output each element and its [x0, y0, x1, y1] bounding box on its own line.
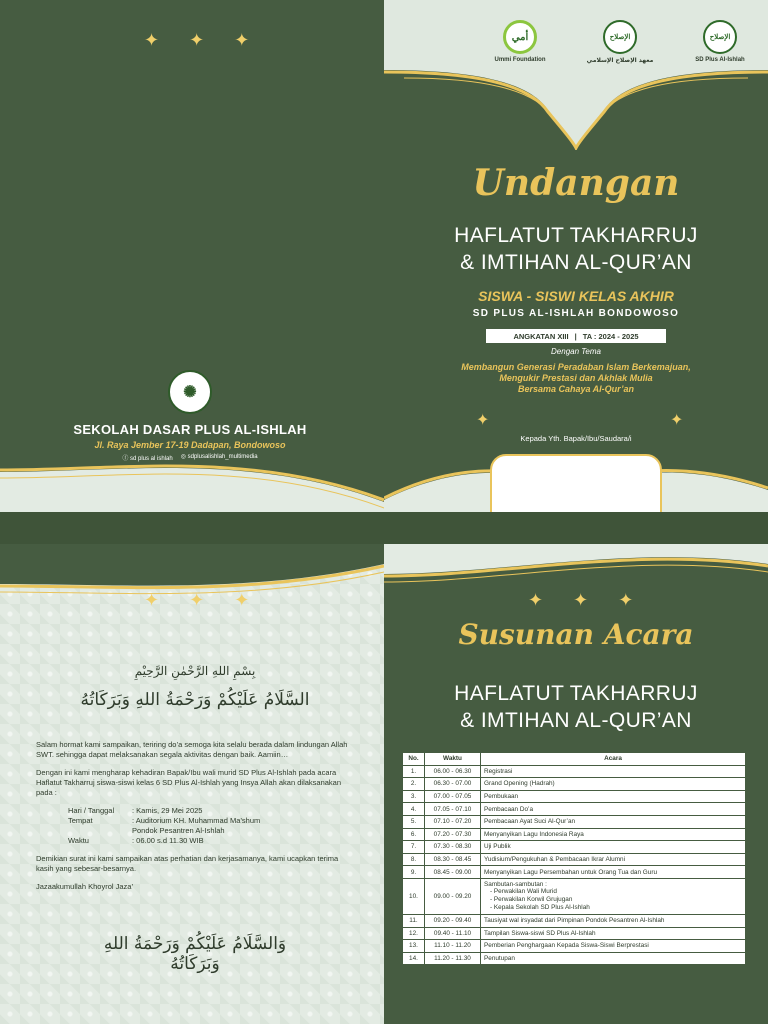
- star-decoration-right: ✦: [670, 412, 684, 429]
- event-subtitle: SISWA - SISWI KELAS AKHIR: [478, 288, 674, 304]
- row-event: Sambutan-sambutan : - Perwakilan Wali Murid - Perwakilan Korwil Grujugan - Kepala Sekolah SD Plus Al-Ishlah: [481, 878, 746, 914]
- star-decoration-left: ✦: [476, 412, 490, 429]
- row-time: 09.00 - 09.20: [425, 878, 481, 914]
- table-row: [403, 914, 746, 927]
- partner-sd-plus: الإصلاح SD Plus Al-Ishlah: [680, 20, 760, 64]
- event-details: Hari / Tanggal : Kamis, 29 Mei 2025 Tempat : Auditorium KH. Muhammad Ma’shum Pondok Pesantren Al-Ishlah Waktu : 06.00 s.d 11.30 WIB: [68, 806, 261, 845]
- row-number: 1.: [403, 765, 425, 778]
- basmalah: بِسْمِ اللهِ الرَّحْمٰنِ الرَّحِيْمِ: [134, 664, 256, 678]
- sub-item: - Kepala Sekolah SD Plus Al-Ishlah: [490, 903, 590, 911]
- row-time: 11.10 - 11.20: [425, 940, 481, 953]
- row-number: 10.: [403, 878, 425, 914]
- instagram-link[interactable]: ◎ sdplusalishlah_multimedia: [180, 454, 258, 460]
- school-name: SEKOLAH DASAR PLUS AL-ISHLAH: [73, 422, 307, 437]
- table-row: [403, 952, 746, 965]
- sub-item: - Perwakilan Wali Murid: [490, 887, 557, 895]
- schedule-event-title: HAFLATUT TAKHARRUJ & IMTIHAN AL-QUR’AN: [454, 682, 698, 732]
- column-header: Waktu: [425, 753, 481, 766]
- row-time: 09.20 - 09.40: [425, 914, 481, 927]
- row-time: 07.20 - 07.30: [425, 828, 481, 841]
- column-header: No.: [403, 753, 425, 766]
- row-event: Menyanyikan Lagu Persembahan untuk Orang Tua dan Guru: [481, 866, 746, 879]
- column-header: Acara: [481, 753, 746, 766]
- ummi-logo-icon: أمي: [503, 20, 537, 54]
- row-event: Grand Opening (Hadrah): [481, 778, 746, 791]
- table-row: [403, 790, 746, 803]
- pesantren-logo-icon: الإصلاح: [603, 20, 637, 54]
- row-number: 7.: [403, 841, 425, 854]
- row-time: 11.20 - 11.30: [425, 952, 481, 965]
- back-cover-panel: [0, 0, 384, 512]
- row-time: 06.30 - 07.00: [425, 778, 481, 791]
- letter-panel: [0, 544, 384, 1024]
- batch-badge: ANGKATAN XIII | TA : 2024 - 2025: [486, 329, 666, 343]
- row-number: 6.: [403, 828, 425, 841]
- partner-ummi: أمي Ummi Foundation: [480, 20, 560, 64]
- row-event: Pemberian Penghargaan Kepada Siswa-Siswi Berprestasi: [481, 940, 746, 953]
- letter-closing: Jazaakumullah Khoyrol Jaza’: [36, 882, 134, 891]
- theme-text: Membangun Generasi Peradaban Islam Berkemajuan, Mengukir Prestasi dan Akhlak Mulia Bersama Cahaya Al-Qur’an: [461, 362, 691, 394]
- row-number: 2.: [403, 778, 425, 791]
- bottom-wave-decoration: [0, 442, 384, 512]
- table-row: [403, 853, 746, 866]
- top-wave-decoration: [0, 544, 384, 634]
- table-row: [403, 765, 746, 778]
- row-time: 07.30 - 08.30: [425, 841, 481, 854]
- sd-plus-logo-icon: الإصلاح: [703, 20, 737, 54]
- row-event: Penutupan: [481, 952, 746, 965]
- partner-logos: [470, 20, 768, 64]
- schedule-table: [402, 752, 746, 965]
- salam-opening: السَّلَامُ عَلَيْكُمْ وَرَحْمَةُ اللهِ وَبَرَكَاتُهُ: [80, 690, 310, 710]
- school-address: Jl. Raya Jember 17-19 Dadapan, Bondowoso: [94, 440, 286, 450]
- row-event: Pembacaan Ayat Suci Al-Qur’an: [481, 815, 746, 828]
- table-row: [403, 841, 746, 854]
- row-event: Tampilan Siswa-siswi SD Plus Al-Ishlah: [481, 927, 746, 940]
- row-time: 07.05 - 07.10: [425, 803, 481, 816]
- star-decoration: ✦ ✦ ✦: [144, 590, 250, 610]
- facebook-link[interactable]: ⓕ sd plus al ishlah: [122, 456, 173, 462]
- row-event: Pembukaan: [481, 790, 746, 803]
- row-time: 08.45 - 09.00: [425, 866, 481, 879]
- schedule-panel: [384, 544, 768, 1024]
- row-time: 06.00 - 06.30: [425, 765, 481, 778]
- row-number: 9.: [403, 866, 425, 879]
- invitation-script-title: Undangan: [472, 162, 680, 204]
- row-number: 13.: [403, 940, 425, 953]
- table-row: [403, 828, 746, 841]
- row-event: Tausiyat wal irsyadat dari Pimpinan Pondok Pesantren Al-Ishlah: [481, 914, 746, 927]
- row-event: Menyanyikan Lagu Indonesia Raya: [481, 828, 746, 841]
- row-event: Uji Publik: [481, 841, 746, 854]
- table-row: [403, 927, 746, 940]
- partner-pesantren: الإصلاح معهد الإصلاح الإسلامي: [580, 20, 660, 64]
- row-number: 5.: [403, 815, 425, 828]
- event-title: HAFLATUT TAKHARRUJ & IMTIHAN AL-QUR’AN: [454, 224, 698, 274]
- table-row: [403, 803, 746, 816]
- row-time: 08.30 - 08.45: [425, 853, 481, 866]
- front-cover-panel: [384, 0, 768, 512]
- top-wave-decoration: [384, 544, 768, 594]
- school-subtitle: SD PLUS AL-ISHLAH BONDOWOSO: [472, 308, 680, 319]
- row-time: 09.40 - 11.10: [425, 927, 481, 940]
- table-row: [403, 940, 746, 953]
- star-decoration: ✦ ✦ ✦: [144, 30, 250, 50]
- row-number: 14.: [403, 952, 425, 965]
- recipient-name-field[interactable]: [490, 454, 662, 512]
- schedule-script-title: Susunan Acara: [458, 618, 694, 651]
- row-number: 3.: [403, 790, 425, 803]
- table-row: [403, 778, 746, 791]
- sub-item: - Perwakilan Korwil Grujugan: [490, 895, 573, 903]
- row-event: Pembacaan Do’a: [481, 803, 746, 816]
- row-time: 07.10 - 07.20: [425, 815, 481, 828]
- fold-gap: [0, 512, 768, 544]
- row-number: 12.: [403, 927, 425, 940]
- row-number: 4.: [403, 803, 425, 816]
- theme-label: Dengan Tema: [551, 347, 601, 356]
- salam-closing: وَالسَّلَامُ عَلَيْكُمْ وَرَحْمَةُ اللهِ وَبَرَكَاتُهُ: [103, 934, 287, 974]
- row-number: 11.: [403, 914, 425, 927]
- table-row: [403, 815, 746, 828]
- letter-paragraph-3: Demikian surat ini kami sampaikan atas perhatian dan kerjasamanya, kami ucapkan terima kasih yang sebesar-besarnya.: [36, 854, 339, 873]
- table-row: [403, 878, 746, 914]
- letter-paragraph-1: Salam hormat kami sampaikan, teriring do’a semoga kita selalu berada dalam lindungan Allah SWT. sehingga dapat melaksanakan segala aktivitas dengan baik. Aamiin…: [36, 740, 348, 759]
- row-number: 8.: [403, 853, 425, 866]
- row-event: Yudisium/Pengukuhan & Pembacaan Ikrar Alumni: [481, 853, 746, 866]
- row-time: 07.00 - 07.05: [425, 790, 481, 803]
- letter-paragraph-2: Dengan ini kami mengharap kehadiran Bapak/Ibu wali murid SD Plus Al-Ishlah pada acara Haflatut Takharruj siswa-siswi kelas 6 SD Plus Al-Ishlah yang Insya Allah akan dilaksanakan pada :: [36, 768, 342, 797]
- table-row: [403, 866, 746, 879]
- school-logo-icon: ✺: [168, 370, 212, 414]
- recipient-label: Kepada Yth. Bapak/Ibu/Saudara/i: [520, 434, 632, 443]
- recipient-name-box[interactable]: [460, 448, 692, 512]
- letter-body: [36, 740, 354, 900]
- row-event: Registrasi: [481, 765, 746, 778]
- star-decoration: ✦ ✦ ✦: [528, 590, 634, 610]
- table-header-row: [403, 753, 746, 766]
